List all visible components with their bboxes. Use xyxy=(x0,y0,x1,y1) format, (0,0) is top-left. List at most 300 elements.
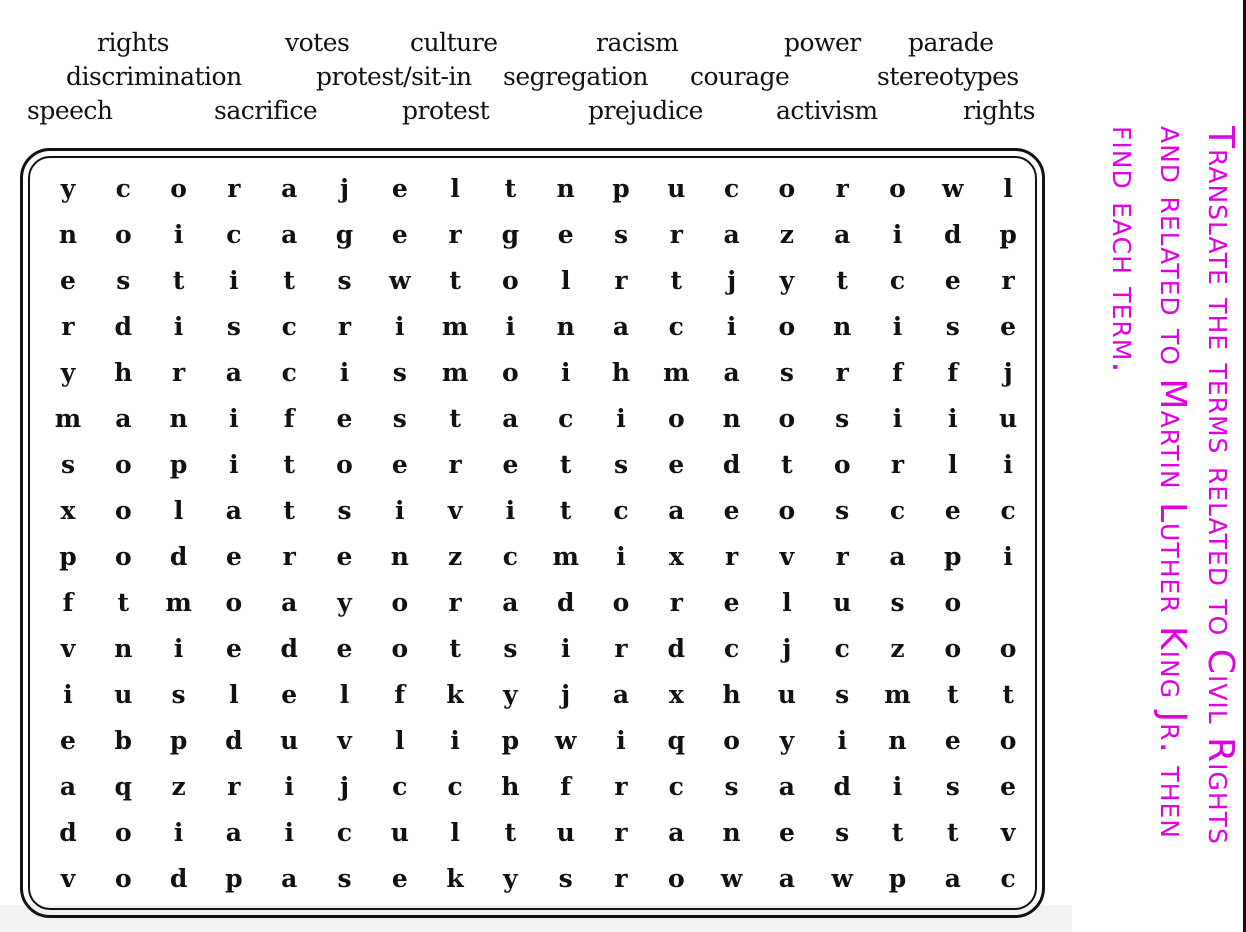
grid-letter: j xyxy=(561,680,571,709)
grid-letter: d xyxy=(59,818,77,847)
grid-letter: i xyxy=(339,358,350,387)
grid-letter: s xyxy=(835,818,850,847)
grid-letter: s xyxy=(226,312,241,341)
grid-letter: l xyxy=(560,266,571,295)
grid-letter: c xyxy=(834,634,850,663)
grid-letter: l xyxy=(229,680,239,709)
grid-letter: r xyxy=(282,542,296,571)
grid-letter: p xyxy=(612,174,630,203)
grid-letter: s xyxy=(613,450,629,479)
grid-letter: a xyxy=(668,818,685,847)
grid-letter: f xyxy=(283,404,295,433)
grid-letter: c xyxy=(281,358,297,387)
grid-letter: a xyxy=(723,358,740,387)
grid-letter: i xyxy=(229,266,239,295)
grid-letter: n xyxy=(114,634,133,663)
grid-letter: w xyxy=(942,174,964,203)
grid-letter: i xyxy=(63,680,73,709)
grid-letter: i xyxy=(173,818,184,847)
grid-letter: s xyxy=(60,450,76,479)
grid-letter: i xyxy=(560,358,571,387)
grid-letter: t xyxy=(947,818,959,847)
grid-letter: p xyxy=(944,542,962,571)
grid-letter: t xyxy=(670,266,683,295)
grid-letter: e xyxy=(225,542,242,571)
grid-letter: i xyxy=(616,404,626,433)
grid-letter: a xyxy=(281,864,298,893)
grid-letter: f xyxy=(892,358,903,387)
grid-letter: r xyxy=(448,450,462,479)
grid-letter: s xyxy=(392,404,407,433)
grid-letter: a xyxy=(502,404,519,433)
grid-letter: u xyxy=(556,818,575,847)
grid-letter: d xyxy=(169,864,188,893)
grid-letter: e xyxy=(723,588,740,617)
grid-letter: e xyxy=(1000,772,1017,801)
grid-letter: o xyxy=(999,726,1017,755)
grid-letter: d xyxy=(722,450,741,479)
grid-letter: g xyxy=(501,220,520,249)
grid-letter: t xyxy=(559,450,572,479)
grid-letter: s xyxy=(835,680,850,709)
grid-letter: p xyxy=(501,726,520,755)
grid-letter: a xyxy=(502,588,519,617)
grid-letter: e xyxy=(225,634,242,663)
grid-letter: h xyxy=(114,358,133,387)
grid-letter: t xyxy=(504,174,517,203)
grid-letter: i xyxy=(616,542,626,571)
grid-letter: r xyxy=(172,358,186,387)
grid-letter: o xyxy=(114,542,132,571)
grid-letter: m xyxy=(165,588,192,617)
grid-letter: f xyxy=(947,358,959,387)
grid-letter: x xyxy=(668,680,684,709)
grid-letter: a xyxy=(281,220,298,249)
grid-letter: x xyxy=(668,542,684,571)
grid-letter: r xyxy=(614,772,628,801)
grid-letter: o xyxy=(723,726,740,755)
word-bank-item: rights xyxy=(963,96,1035,125)
word-bank-item: racism xyxy=(596,28,679,57)
word-bank-item: protest xyxy=(402,96,490,125)
grid-letter: a xyxy=(281,588,298,617)
grid-letter: j xyxy=(782,634,792,663)
grid-letter: n xyxy=(58,220,78,249)
grid-letter: t xyxy=(947,680,959,709)
grid-letter: h xyxy=(611,358,631,387)
grid-letter: k xyxy=(446,680,464,709)
grid-letter: i xyxy=(1003,542,1013,571)
grid-letter: f xyxy=(62,588,74,617)
grid-letter: m xyxy=(663,358,690,387)
grid-letter: i xyxy=(229,450,239,479)
grid-letter: n xyxy=(556,312,575,341)
grid-letter: e xyxy=(944,266,961,295)
grid-letter: o xyxy=(502,358,519,387)
word-bank-item: sacrifice xyxy=(214,96,318,125)
grid-letter: e xyxy=(336,634,353,663)
grid-letter: o xyxy=(114,864,132,893)
grid-letter: o xyxy=(170,174,187,203)
grid-letter: o xyxy=(778,312,796,341)
grid-letter: c xyxy=(558,404,574,433)
word-bank-item: parade xyxy=(908,28,994,57)
grid-letter: m xyxy=(884,680,911,709)
grid-letter: c xyxy=(1000,496,1016,525)
grid-letter: o xyxy=(999,634,1017,663)
grid-letter: x xyxy=(60,496,76,525)
grid-letter: u xyxy=(114,680,133,709)
grid-letter: y xyxy=(779,266,795,295)
grid-letter: e xyxy=(557,220,574,249)
grid-letter: m xyxy=(441,312,469,341)
grid-letter: r xyxy=(614,864,628,893)
word-bank-item: segregation xyxy=(503,62,648,91)
grid-letter: r xyxy=(890,450,905,479)
grid-letter: a xyxy=(834,220,851,249)
grid-letter: p xyxy=(169,450,188,479)
grid-letter: t xyxy=(117,588,130,617)
grid-letter: u xyxy=(999,404,1018,433)
grid-letter: z xyxy=(890,634,905,663)
grid-letter: o xyxy=(114,496,132,525)
grid-letter: o xyxy=(944,634,962,663)
grid-letter: y xyxy=(503,680,518,709)
grid-letter: r xyxy=(669,220,683,249)
grid-letter: g xyxy=(335,220,354,249)
grid-letter: a xyxy=(225,818,242,847)
instructions: Translate the terms related to Civil Rights and related to Martin Luther King Jr. then find each term. xyxy=(1104,126,1241,845)
grid-letter: l xyxy=(782,588,792,617)
grid-letter: r xyxy=(835,358,849,387)
grid-letter: m xyxy=(54,404,82,433)
grid-letter: r xyxy=(448,588,462,617)
grid-letter: a xyxy=(225,358,242,387)
grid-letter: n xyxy=(390,542,409,571)
grid-letter: i xyxy=(284,818,294,847)
grid-letter: d xyxy=(114,312,133,341)
grid-letter: y xyxy=(60,358,76,387)
grid-letter: s xyxy=(613,220,629,249)
grid-letter: t xyxy=(891,818,904,847)
grid-letter: c xyxy=(723,634,740,663)
grid-letter: s xyxy=(392,358,407,387)
grid-letter: d xyxy=(225,726,243,755)
grid-letter: i xyxy=(892,404,903,433)
grid-letter: a xyxy=(59,772,77,801)
grid-letter: t xyxy=(172,266,185,295)
grid-letter: e xyxy=(336,404,353,433)
grid-letter: t xyxy=(836,266,848,295)
grid-letter: n xyxy=(556,174,575,203)
grid-letter: f xyxy=(560,772,572,801)
grid-letter: l xyxy=(1003,174,1013,203)
grid-letter: r xyxy=(614,818,628,847)
grid-letter: z xyxy=(779,220,794,249)
grid-letter: a xyxy=(778,772,795,801)
word-bank-item: courage xyxy=(690,62,790,91)
grid-letter: c xyxy=(1000,864,1016,893)
grid-letter: b xyxy=(114,726,133,755)
grid-letter: c xyxy=(281,312,297,341)
grid-letter: a xyxy=(723,220,740,249)
grid-letter: c xyxy=(392,772,408,801)
grid-letter: s xyxy=(337,266,352,295)
grid-letter: l xyxy=(450,174,460,203)
grid-letter: r xyxy=(61,312,75,341)
grid-letter: c xyxy=(226,220,242,249)
grid-letter: u xyxy=(280,726,299,755)
grid-letter: r xyxy=(448,220,462,249)
grid-letter: i xyxy=(284,772,294,801)
grid-letter: i xyxy=(892,772,903,801)
grid-letter: t xyxy=(449,404,461,433)
grid-letter: t xyxy=(283,496,295,525)
grid-letter: l xyxy=(948,450,958,479)
grid-letter: k xyxy=(446,864,464,893)
grid-letter: t xyxy=(283,450,295,479)
grid-letter: s xyxy=(337,864,352,893)
grid-letter: t xyxy=(449,634,461,663)
grid-letter: v xyxy=(60,864,76,893)
grid-letter: e xyxy=(391,174,408,203)
grid-letter: o xyxy=(225,588,243,617)
grid-letter: a xyxy=(281,174,298,203)
grid-letter: n xyxy=(722,818,741,847)
grid-letter: o xyxy=(833,450,851,479)
grid-letter: d xyxy=(280,634,298,663)
grid-letter: o xyxy=(778,404,796,433)
grid-letter: c xyxy=(889,496,906,525)
grid-letter: o xyxy=(114,450,132,479)
grid-letter: s xyxy=(337,496,352,525)
grid-letter: e xyxy=(944,726,961,755)
grid-letter: n xyxy=(833,312,852,341)
word-bank-item: power xyxy=(784,28,861,57)
grid-letter: m xyxy=(441,358,469,387)
word-bank-item: speech xyxy=(27,96,113,125)
grid-letter: e xyxy=(944,496,961,525)
word-bank-item: protest/sit-in xyxy=(316,62,472,91)
grid-letter: j xyxy=(1003,358,1013,387)
grid-letter: o xyxy=(114,220,132,249)
grid-letter: p xyxy=(888,864,907,893)
grid-letter: t xyxy=(1002,680,1014,709)
grid-letter: r xyxy=(669,588,683,617)
grid-letter: y xyxy=(337,588,352,617)
grid-letter: c xyxy=(447,772,463,801)
grid-letter: e xyxy=(281,680,298,709)
grid-letter: r xyxy=(614,634,628,663)
grid-letter: i xyxy=(560,634,571,663)
grid-letter: d xyxy=(944,220,962,249)
grid-letter: d xyxy=(556,588,575,617)
grid-letter: i xyxy=(173,312,184,341)
grid-letter: r xyxy=(614,266,628,295)
grid-letter: o xyxy=(391,634,409,663)
grid-letter: d xyxy=(667,634,686,663)
grid-letter: l xyxy=(339,680,350,709)
grid-letter: v xyxy=(447,496,463,525)
grid-letter: n xyxy=(169,404,188,433)
word-bank-item: stereotypes xyxy=(877,62,1019,91)
grid-letter: i xyxy=(616,726,626,755)
grid-letter: o xyxy=(889,174,906,203)
grid-letter: e xyxy=(668,450,685,479)
grid-letter: w xyxy=(831,864,853,893)
grid-letter: e xyxy=(336,542,353,571)
grid-letter: s xyxy=(503,634,518,663)
grid-letter: e xyxy=(502,450,519,479)
grid-letter: i xyxy=(450,726,460,755)
grid-letter: w xyxy=(554,726,577,755)
grid-letter: e xyxy=(391,220,408,249)
grid-letter: o xyxy=(612,588,630,617)
grid-letter: r xyxy=(337,312,352,341)
grid-letter: e xyxy=(391,864,408,893)
grid-letter: r xyxy=(835,174,849,203)
grid-letter: r xyxy=(227,174,241,203)
grid-letter: a xyxy=(668,496,685,525)
grid-letter: c xyxy=(613,496,629,525)
grid-letter: p xyxy=(59,542,77,571)
word-bank-item: votes xyxy=(285,28,350,57)
grid-letter: a xyxy=(944,864,961,893)
grid-letter: v xyxy=(779,542,795,571)
grid-letter: s xyxy=(116,266,131,295)
grid-letter: e xyxy=(60,266,76,295)
grid-letter: a xyxy=(612,312,630,341)
grid-letter: s xyxy=(724,772,739,801)
grid-letter: f xyxy=(394,680,406,709)
grid-letter: s xyxy=(779,358,794,387)
grid-letter: t xyxy=(559,496,572,525)
grid-letter: s xyxy=(558,864,573,893)
grid-letter: l xyxy=(395,726,405,755)
grid-letter: s xyxy=(835,404,850,433)
grid-letter: v xyxy=(1000,818,1016,847)
grid-letter: y xyxy=(503,864,518,893)
word-bank-item: rights xyxy=(97,28,169,57)
grid-letter: z xyxy=(171,772,186,801)
grid-letter: a xyxy=(115,404,132,433)
grid-letter: h xyxy=(722,680,741,709)
grid-letter: a xyxy=(612,680,630,709)
grid-letter: p xyxy=(225,864,243,893)
grid-letter: j xyxy=(339,174,350,203)
grid-letter: i xyxy=(173,634,184,663)
grid-letter: o xyxy=(502,266,519,295)
grid-letter: p xyxy=(169,726,188,755)
grid-letter: o xyxy=(667,404,685,433)
grid-letter: m xyxy=(552,542,579,571)
grid-letter: s xyxy=(835,496,850,525)
grid-letter: o xyxy=(778,174,796,203)
grid-letter: c xyxy=(115,174,131,203)
grid-letter: v xyxy=(60,634,76,663)
grid-letter: d xyxy=(169,542,188,571)
grid-letter: o xyxy=(114,818,132,847)
grid-letter: t xyxy=(449,266,461,295)
grid-letter: c xyxy=(502,542,518,571)
grid-letter: s xyxy=(171,680,186,709)
grid-letter: i xyxy=(229,404,239,433)
grid-letter: i xyxy=(395,312,405,341)
grid-letter: l xyxy=(450,818,460,847)
grid-letter: e xyxy=(778,818,795,847)
grid-letter: l xyxy=(173,496,184,525)
grid-letter: o xyxy=(391,588,409,617)
grid-letter: e xyxy=(60,726,76,755)
grid-letter: i xyxy=(1003,450,1013,479)
grid-letter: i xyxy=(505,312,516,341)
grid-letter: i xyxy=(948,404,958,433)
grid-letter: n xyxy=(888,726,907,755)
grid-letter: p xyxy=(999,220,1017,249)
grid-letter: y xyxy=(60,174,76,203)
word-bank-item: discrimination xyxy=(66,62,242,91)
grid-letter: s xyxy=(890,588,905,617)
grid-letter: t xyxy=(504,818,517,847)
grid-letter: i xyxy=(892,312,903,341)
grid-letter: j xyxy=(727,266,737,295)
grid-letter: o xyxy=(944,588,962,617)
grid-letter: o xyxy=(667,864,685,893)
word-bank-item: prejudice xyxy=(588,96,703,125)
grid-letter: r xyxy=(1001,266,1015,295)
word-bank-item: culture xyxy=(410,28,498,57)
grid-letter: h xyxy=(501,772,520,801)
grid-letter: n xyxy=(722,404,741,433)
grid-letter: q xyxy=(667,726,686,755)
grid-letter: o xyxy=(778,496,796,525)
grid-letter: t xyxy=(781,450,793,479)
grid-letter: j xyxy=(339,772,350,801)
grid-letter: i xyxy=(395,496,405,525)
grid-letter: u xyxy=(667,174,686,203)
grid-letter: i xyxy=(505,496,516,525)
grid-letter: r xyxy=(725,542,739,571)
grid-letter: r xyxy=(227,772,241,801)
grid-letter: a xyxy=(778,864,795,893)
grid-letter: t xyxy=(283,266,295,295)
grid-letter: i xyxy=(173,220,184,249)
grid-letter: d xyxy=(833,772,851,801)
grid-letter: c xyxy=(889,266,906,295)
grid-letter: e xyxy=(391,450,408,479)
grid-letter: e xyxy=(723,496,740,525)
grid-letter: u xyxy=(390,818,409,847)
grid-letter: s xyxy=(945,772,960,801)
grid-letter: z xyxy=(447,542,463,571)
grid-letter: i xyxy=(726,312,737,341)
grid-letter: w xyxy=(720,864,743,893)
grid-letter: w xyxy=(389,266,411,295)
grid-letter: c xyxy=(668,772,684,801)
grid-letter: s xyxy=(945,312,960,341)
grid-letter: a xyxy=(225,496,242,525)
grid-letter: i xyxy=(837,726,847,755)
grid-letter: i xyxy=(892,220,903,249)
word-bank-item: activism xyxy=(776,96,878,125)
grid-letter: r xyxy=(835,542,849,571)
grid-letter: u xyxy=(777,680,796,709)
grid-letter: a xyxy=(889,542,906,571)
grid-letter: u xyxy=(833,588,852,617)
grid-letter: e xyxy=(1000,312,1017,341)
grid-letter: c xyxy=(668,312,684,341)
grid-letter: q xyxy=(114,772,133,801)
